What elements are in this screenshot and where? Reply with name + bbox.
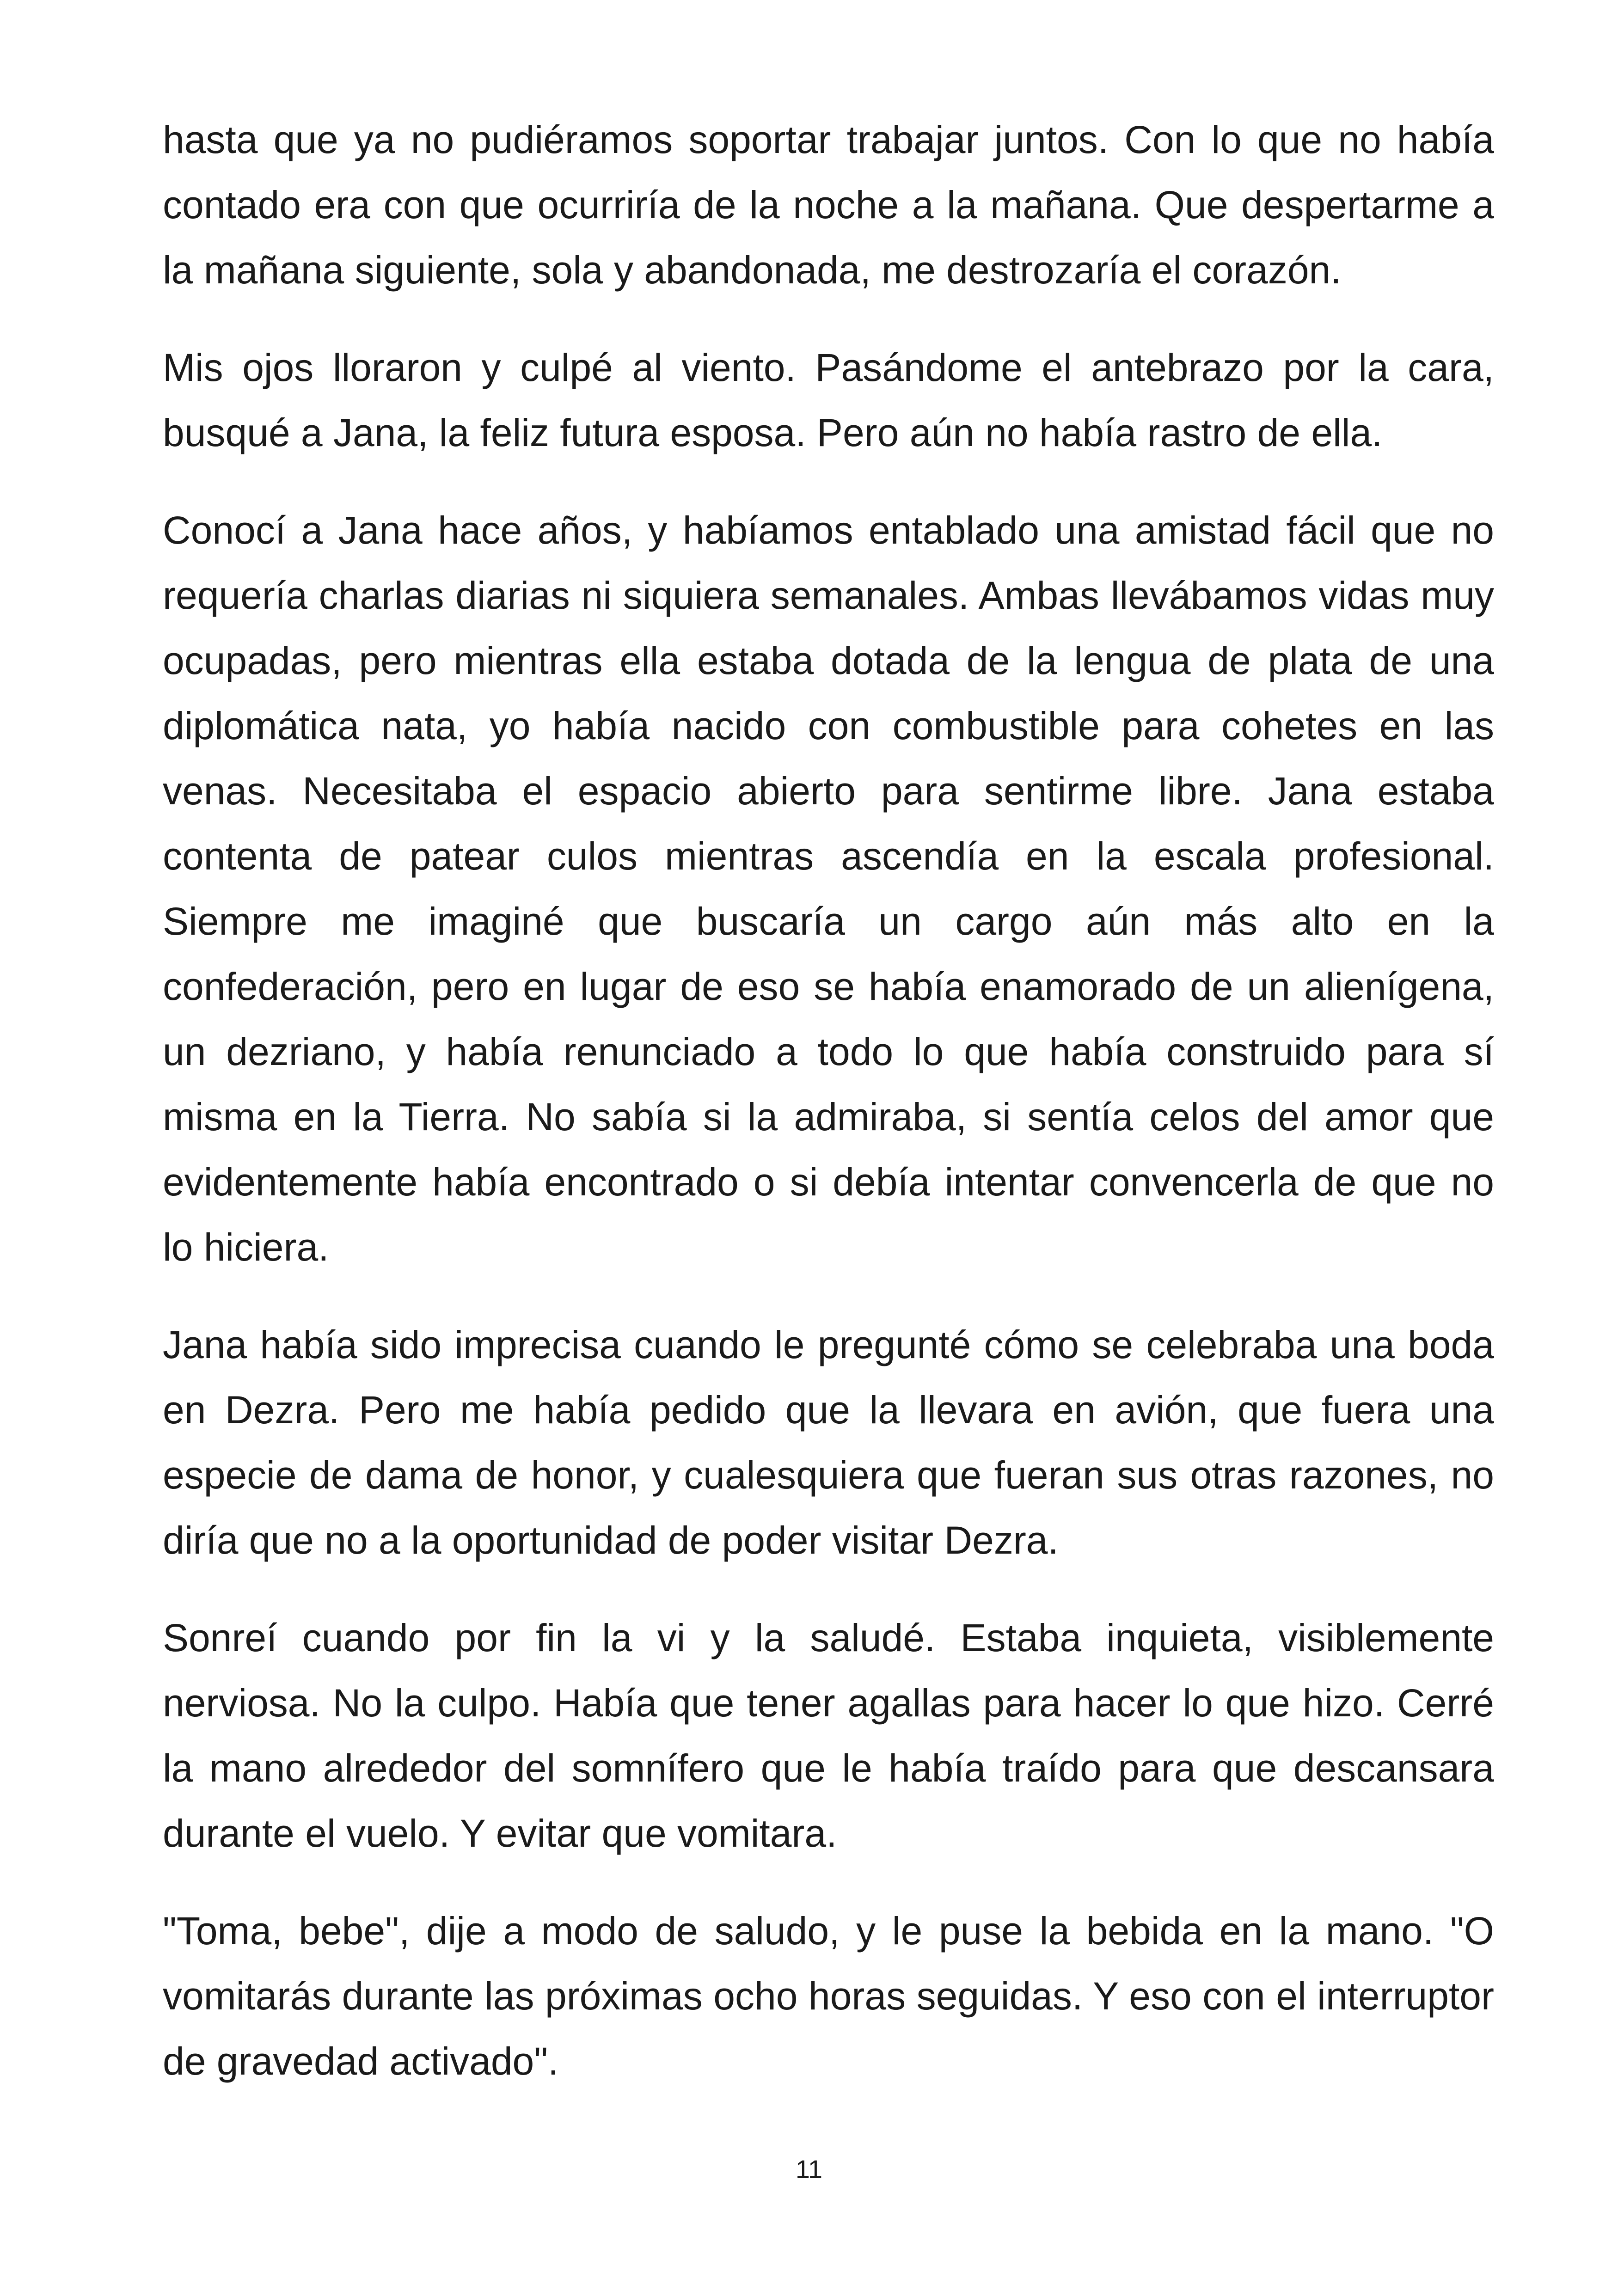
paragraph: "Toma, bebe", dije a modo de saludo, y le puse la bebida en la mano. "O vomitarás durante las próximas ocho horas seguidas. Y eso con el interruptor de gravedad activado".	[163, 1909, 1494, 2083]
paragraph: Sonreí cuando por fin la vi y la saludé. Estaba inquieta, visiblemente nerviosa. No la culpo. Había que tener agallas para hacer lo que hizo. Cerré la mano alrededor del somnífero que le había traído para que descansara durante el vuelo. Y evitar que vomitara.	[163, 1616, 1494, 1855]
paragraph: hasta que ya no pudiéramos soportar trabajar juntos. Con lo que no había contado era con que ocurriría de la noche a la mañana. Que despertarme a la mañana siguiente, sola y abandonada, me destrozaría el corazón.	[163, 118, 1494, 292]
page-number: 11	[795, 2155, 823, 2184]
paragraph: Mis ojos lloraron y culpé al viento. Pasándome el antebrazo por la cara, busqué a Jana, la feliz futura esposa. Pero aún no había rastro de ella.	[163, 346, 1494, 454]
paragraph: Jana había sido imprecisa cuando le pregunté cómo se celebraba una boda en Dezra. Pero me había pedido que la llevara en avión, que fuera una especie de dama de honor, y cualesquiera que fueran sus otras razones, no diría que no a la oportunidad de poder visitar Dezra.	[163, 1323, 1494, 1562]
paragraph: Conocí a Jana hace años, y habíamos entablado una amistad fácil que no requería charlas diarias ni siquiera semanales. Ambas llevábamos vidas muy ocupadas, pero mientras ella estaba dotada de la lengua de plata de una diplomática nata, yo había nacido con combustible para cohetes en las venas. Necesitaba el espacio abierto para sentirme libre. Jana estaba contenta de patear culos mientras ascendía en la escala profesional. Siempre me imaginé que buscaría un cargo aún más alto en la confederación, pero en lugar de eso se había enamorado de un alienígena, un dezriano, y había renunciado a todo lo que había construido para sí misma en la Tierra. No sabía si la admiraba, si sentía celos del amor que evidentemente había encontrado o si debía intentar convencerla de que no lo hiciera.	[163, 508, 1494, 1269]
body-text	[163, 107, 1494, 2126]
